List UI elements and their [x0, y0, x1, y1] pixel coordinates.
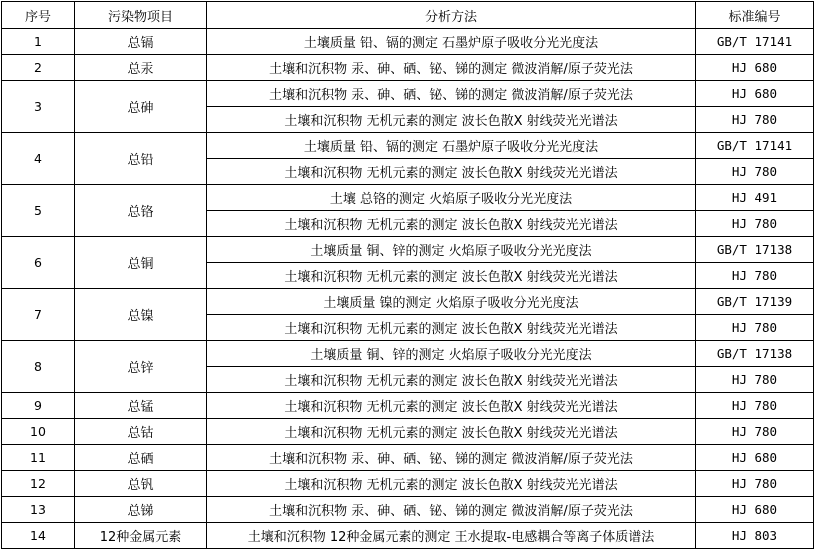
analysis-method: 土壤质量 铜、锌的测定 火焰原子吸收分光光度法 [207, 237, 696, 263]
row-number: 1 [2, 29, 75, 55]
row-number: 14 [2, 523, 75, 549]
analysis-method: 土壤和沉积物 无机元素的测定 波长色散X 射线荧光光谱法 [207, 367, 696, 393]
standard-code: HJ 680 [696, 55, 814, 81]
analysis-method: 土壤和沉积物 无机元素的测定 波长色散X 射线荧光光谱法 [207, 471, 696, 497]
pollutant-item: 总铅 [75, 133, 207, 185]
analysis-method: 土壤和沉积物 无机元素的测定 波长色散X 射线荧光光谱法 [207, 107, 696, 133]
analysis-method: 土壤和沉积物 无机元素的测定 波长色散X 射线荧光光谱法 [207, 211, 696, 237]
pollutant-item: 总锌 [75, 341, 207, 393]
pollutant-item: 总锑 [75, 497, 207, 523]
pollutant-item: 总砷 [75, 81, 207, 133]
standard-code: GB/T 17141 [696, 133, 814, 159]
row-number: 12 [2, 471, 75, 497]
pollutant-item: 总锰 [75, 393, 207, 419]
pollutant-item: 总硒 [75, 445, 207, 471]
analysis-method: 土壤 总铬的测定 火焰原子吸收分光光度法 [207, 185, 696, 211]
table-row [2, 185, 814, 211]
header-standard: 标准编号 [696, 2, 814, 29]
standard-code: HJ 780 [696, 211, 814, 237]
row-number: 7 [2, 289, 75, 341]
standard-code: HJ 680 [696, 445, 814, 471]
row-number: 3 [2, 81, 75, 133]
analysis-methods-table [1, 1, 814, 549]
table-row [2, 81, 814, 107]
row-number: 9 [2, 393, 75, 419]
standard-code: HJ 680 [696, 497, 814, 523]
table-header-row [2, 2, 814, 29]
table-row [2, 523, 814, 549]
pollutant-item: 总镉 [75, 29, 207, 55]
analysis-method: 土壤和沉积物 12种金属元素的测定 王水提取-电感耦合等离子体质谱法 [207, 523, 696, 549]
table-row [2, 471, 814, 497]
table-row [2, 393, 814, 419]
analysis-method: 土壤质量 镍的测定 火焰原子吸收分光光度法 [207, 289, 696, 315]
standard-code: HJ 780 [696, 159, 814, 185]
analysis-method: 土壤和沉积物 汞、砷、硒、铋、锑的测定 微波消解/原子荧光法 [207, 497, 696, 523]
row-number: 5 [2, 185, 75, 237]
standard-code: HJ 780 [696, 393, 814, 419]
pollutant-item: 总汞 [75, 55, 207, 81]
analysis-method: 土壤和沉积物 汞、砷、硒、铋、锑的测定 微波消解/原子荧光法 [207, 81, 696, 107]
standard-code: HJ 780 [696, 107, 814, 133]
analysis-method: 土壤和沉积物 无机元素的测定 波长色散X 射线荧光光谱法 [207, 393, 696, 419]
table-row [2, 419, 814, 445]
analysis-method: 土壤质量 铅、镉的测定 石墨炉原子吸收分光光度法 [207, 29, 696, 55]
pollutant-item: 总钒 [75, 471, 207, 497]
standard-code: HJ 680 [696, 81, 814, 107]
standard-code: HJ 780 [696, 367, 814, 393]
header-pollutant: 污染物项目 [75, 2, 207, 29]
pollutant-item: 总钴 [75, 419, 207, 445]
header-no: 序号 [2, 2, 75, 29]
table-row [2, 497, 814, 523]
table-row [2, 55, 814, 81]
analysis-method: 土壤和沉积物 无机元素的测定 波长色散X 射线荧光光谱法 [207, 159, 696, 185]
standard-code: GB/T 17141 [696, 29, 814, 55]
standard-code: GB/T 17138 [696, 237, 814, 263]
header-method: 分析方法 [207, 2, 696, 29]
pollutant-item: 总铬 [75, 185, 207, 237]
pollutant-item: 12种金属元素 [75, 523, 207, 549]
analysis-method: 土壤和沉积物 无机元素的测定 波长色散X 射线荧光光谱法 [207, 419, 696, 445]
pollutant-item: 总铜 [75, 237, 207, 289]
standard-code: HJ 780 [696, 315, 814, 341]
row-number: 8 [2, 341, 75, 393]
row-number: 13 [2, 497, 75, 523]
row-number: 10 [2, 419, 75, 445]
table-row [2, 237, 814, 263]
analysis-method: 土壤和沉积物 无机元素的测定 波长色散X 射线荧光光谱法 [207, 315, 696, 341]
row-number: 2 [2, 55, 75, 81]
row-number: 6 [2, 237, 75, 289]
row-number: 11 [2, 445, 75, 471]
table-row [2, 341, 814, 367]
standard-code: GB/T 17139 [696, 289, 814, 315]
analysis-method: 土壤和沉积物 汞、砷、硒、铋、锑的测定 微波消解/原子荧光法 [207, 55, 696, 81]
analysis-method: 土壤质量 铅、镉的测定 石墨炉原子吸收分光光度法 [207, 133, 696, 159]
table-row [2, 133, 814, 159]
standard-code: HJ 780 [696, 419, 814, 445]
standard-code: HJ 780 [696, 263, 814, 289]
table-row [2, 29, 814, 55]
analysis-method: 土壤和沉积物 汞、砷、硒、铋、锑的测定 微波消解/原子荧光法 [207, 445, 696, 471]
standard-code: HJ 780 [696, 471, 814, 497]
pollutant-item: 总镍 [75, 289, 207, 341]
row-number: 4 [2, 133, 75, 185]
standard-code: HJ 803 [696, 523, 814, 549]
analysis-method: 土壤和沉积物 无机元素的测定 波长色散X 射线荧光光谱法 [207, 263, 696, 289]
standard-code: GB/T 17138 [696, 341, 814, 367]
table-row [2, 289, 814, 315]
standard-code: HJ 491 [696, 185, 814, 211]
table-row [2, 445, 814, 471]
analysis-method: 土壤质量 铜、锌的测定 火焰原子吸收分光光度法 [207, 341, 696, 367]
